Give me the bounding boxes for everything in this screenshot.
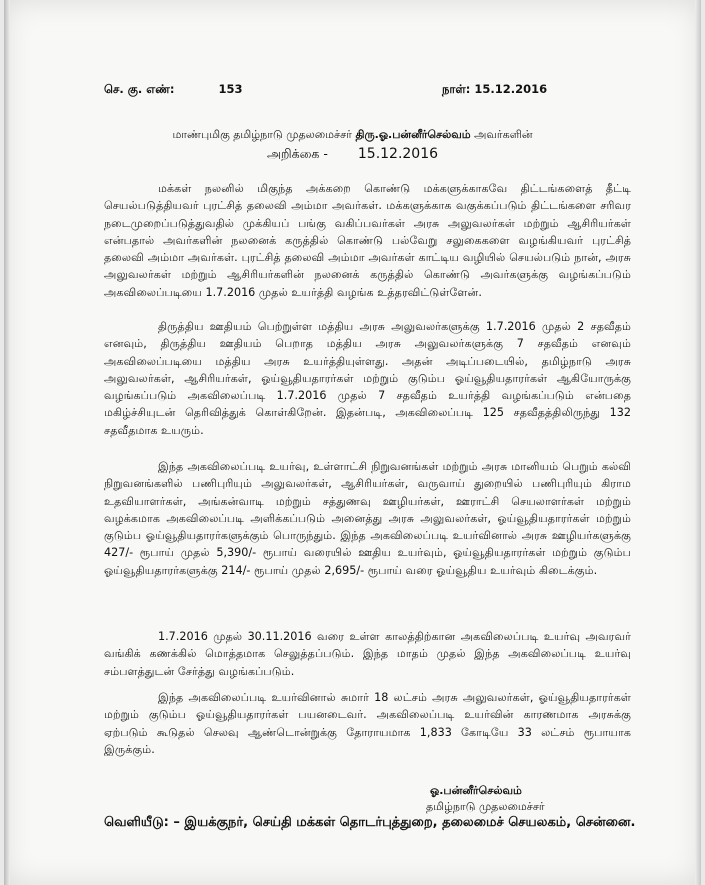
signatory-name: ஓ.பன்னீர்செல்வம் [430,784,522,797]
statement-subheading [4,146,701,163]
paragraph-text: 1.7.2016 முதல் 30.11.2016 வரை உள்ள காலத்திற்கான அகவிலைப்படி உயர்வு அவரவர் வங்கிக் கணக்கில் மொத்தமாக செலுத்தப்படும். இந்த மாதம் முதல் இந்த அகவிலைப்படி உயர்வு சம்பளத்துடன் சேர்த்து வழங்கப்படும். [104,630,631,678]
reference-label: செ. கு. எண்: [104,82,175,96]
heading-suffix: அவர்களின் [474,128,533,141]
paragraph-text: மக்கள் நலனில் மிகுந்த அக்கறை கொண்டு மக்களுக்காகவே திட்டங்களைத் தீட்டி செயல்படுத்தியவர் புரட்சித் தலைவி அம்மா அவர்கள். மக்களுக்காக வகுக்கப்படும் திட்டங்களை சரிவர நடைமுறைப்படுத்துவதில் முக்கியப் பங்கு வகிப்பவர்கள் அரசு அலுவலர்கள் மற்றும் ஆசிரியர்கள் என்பதால் அவர்களின் நலனைக் கருத்தில் கொண்டு பல்வேறு சலுகைகளை வழங்கியவர் புரட்சித் தலைவி அம்மா அவர்கள். புரட்சித் தலைவி அம்மா அவர்கள் காட்டிய வழியில் செயல்படும் நான், அரசு அலுவலர்கள் மற்றும் ஆசிரியர்களின் நலனைக் கருத்தில் கொண்டு அவர்களுக்கு வழங்கப்படும் அகவிலைப்படியை 1.7.2016 முதல் உயர்த்தி வழங்க உத்தரவிட்டுள்ளேன். [104,182,631,299]
paragraph-4 [104,628,631,680]
release-line: வெளியீடு: – இயக்குநர், செய்தி மக்கள் தொடர்புத்துறை, தலைமைச் செயலகம், சென்னை. [104,815,636,830]
reference-number [104,82,242,98]
statement-date: 15.12.2016 [357,146,439,162]
paragraph-text: இந்த அகவிலைப்படி உயர்வு, உள்ளாட்சி நிறுவனங்கள் மற்றும் அரசு மானியம் பெறும் கல்வி நிறுவனங்களில் பணிபுரியும் அலுவலர்கள், ஆசிரியர்கள், வருவாய் துறையில் பணிபுரியும் கிராம உதவியாளர்கள், அங்கன்வாடி மற்றும் சத்துணவு ஊழியர்கள், ஊராட்சி செயலாளர்கள் மற்றும் வழக்கமாக அகவிலைப்படி அளிக்கப்படும் அனைத்து அரசு அலுவலர்கள், ஓய்வூதியதாரர்கள் மற்றும் குடும்ப ஓய்வூதியதாரர்களுக்கும் பொருந்தும். இந்த அகவிலைப்படி உயர்வினால் அரசு ஊழியர்களுக்கு 427/- ரூபாய் முதல் 5,390/- ரூபாய் வரையில் ஊதிய உயர்வும், ஓய்வூதியதாரர்கள் மற்றும் குடும்ப ஓய்வூதியதாரர்களுக்கு 214/- ரூபாய் முதல் 2,695/- ரூபாய் வரை ஓய்வூதிய உயர்வும் கிடைக்கும். [104,460,631,577]
paragraph-text: இந்த அகவிலைப்படி உயர்வினால் சுமார் 18 லட்சம் அரசு அலுவலர்கள், ஓய்வூதியதாரர்கள் மற்றும் குடும்ப ஓய்வூதியதாரர்கள் பயனடைவர். அகவிலைப்படி உயர்வின் காரணமாக அரசுக்கு ஏற்படும் கூடுதல் செலவு ஆண்டொன்றுக்கு தோராயமாக 1,833 கோடியே 33 லட்சம் ரூபாயாக இருக்கும். [104,691,631,756]
signatory-title: தமிழ்நாடு முதலமைச்சர் [426,800,545,813]
statement-label: அறிக்கை - [266,146,328,161]
paragraph-text: திருத்திய ஊதியம் பெற்றுள்ள மத்திய அரசு அலுவலர்களுக்கு 1.7.2016 முதல் 2 சதவீதம் எனவும், திருத்திய ஊதியம் பெறாத மத்திய அரசு அலுவலர்களுக்கு 7 சதவீதம் எனவும் அகவிலைப்படியை மத்திய அரசு உயர்த்தியுள்ளது. அதன் அடிப்படையில், தமிழ்நாடு அரசு அலுவலர்கள், ஆசிரியர்கள், ஓய்வூதியதாரர்கள் மற்றும் குடும்ப ஓய்வூதியதாரர்கள் ஆகியோருக்கு வழங்கப்படும் அகவிலைப்படி 1.7.2016 முதல் 7 சதவீதம் உயர்த்தி வழங்கப்படும் என்பதை மகிழ்ச்சியுடன் தெரிவித்துக் கொள்கிறேன். இதன்படி, அகவிலைப்படி 125 சதவீதத்திலிருந்து 132 சதவீதமாக உயரும். [104,320,631,437]
chief-minister-name: திரு.ஓ.பன்னீர்செல்வம் [355,128,471,141]
paragraph-2 [104,318,631,439]
statement-heading [4,128,701,143]
heading-prefix: மாண்புமிகு தமிழ்நாடு முதலமைச்சர் [172,128,352,141]
document-page [4,0,701,885]
reference-value: 153 [218,82,243,96]
document-date: நாள்: 15.12.2016 [442,82,548,96]
paragraph-5 [104,689,631,758]
paragraph-1 [104,180,631,301]
paragraph-3 [104,458,631,579]
